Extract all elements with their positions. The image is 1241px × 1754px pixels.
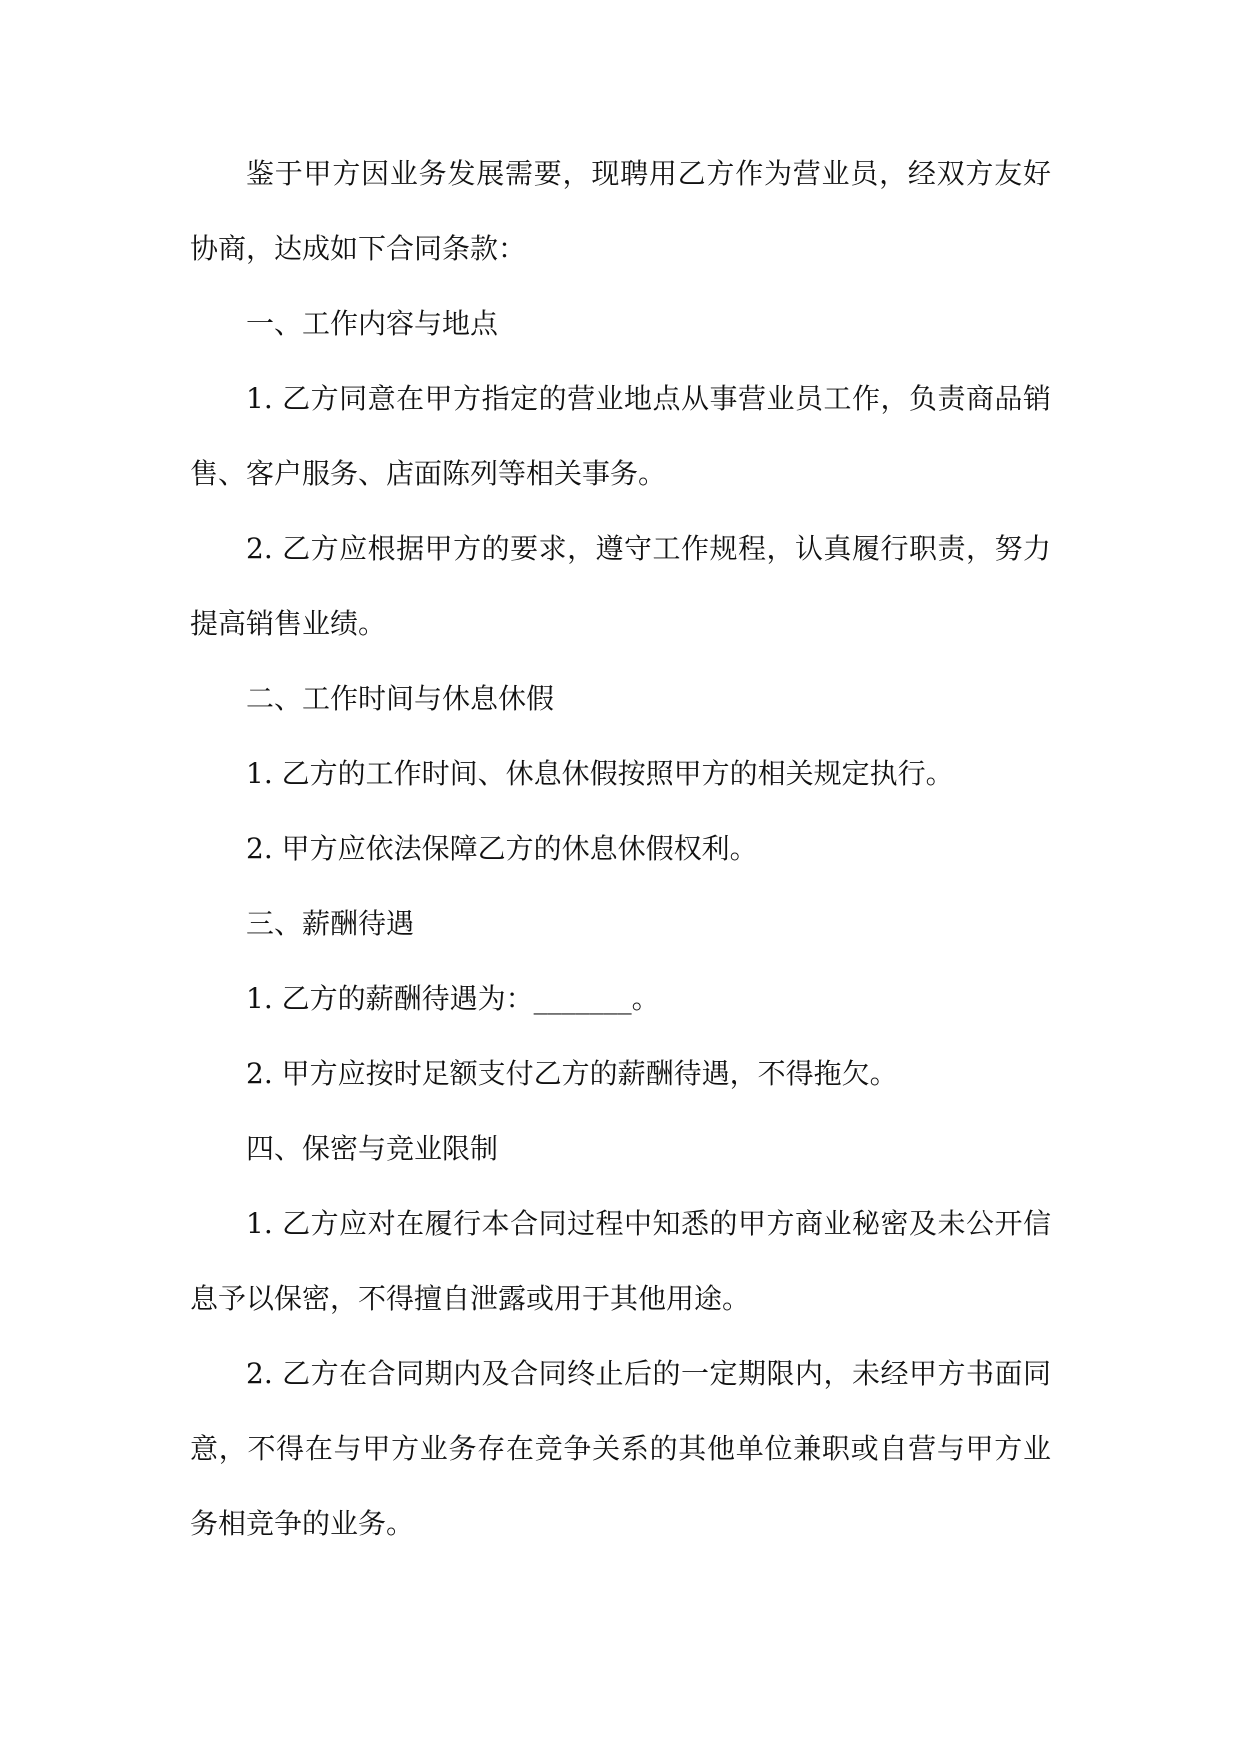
section-heading-confidentiality: 四、保密与竞业限制 xyxy=(246,1132,499,1165)
clause-2-2: 2. 甲方应依法保障乙方的休息休假权利。 xyxy=(246,832,758,865)
intro-paragraph: 鉴于甲方因业务发展需要，现聘用乙方作为营业员，经双方友好协商，达成如下合同条款： xyxy=(190,157,1051,265)
document-body xyxy=(190,136,1051,1561)
section-heading-salary: 三、薪酬待遇 xyxy=(246,907,415,940)
section-heading-work-content: 一、工作内容与地点 xyxy=(246,307,499,340)
clause-3-2: 2. 甲方应按时足额支付乙方的薪酬待遇，不得拖欠。 xyxy=(246,1057,898,1090)
section-heading-work-time: 二、工作时间与休息休假 xyxy=(246,682,555,715)
clause-3-1: 1. 乙方的薪酬待遇为：_______。 xyxy=(246,982,660,1015)
clause-4-1: 1. 乙方应对在履行本合同过程中知悉的甲方商业秘密及未公开信息予以保密，不得擅自泄露或用于其他用途。 xyxy=(190,1207,1051,1315)
clause-2-1: 1. 乙方的工作时间、休息休假按照甲方的相关规定执行。 xyxy=(246,757,954,790)
clause-4-2: 2. 乙方在合同期内及合同终止后的一定期限内，未经甲方书面同意，不得在与甲方业务存在竞争关系的其他单位兼职或自营与甲方业务相竞争的业务。 xyxy=(190,1357,1051,1540)
clause-1-2: 2. 乙方应根据甲方的要求，遵守工作规程，认真履行职责，努力提高销售业绩。 xyxy=(190,532,1051,640)
clause-1-1: 1. 乙方同意在甲方指定的营业地点从事营业员工作，负责商品销售、客户服务、店面陈列等相关事务。 xyxy=(190,382,1051,490)
